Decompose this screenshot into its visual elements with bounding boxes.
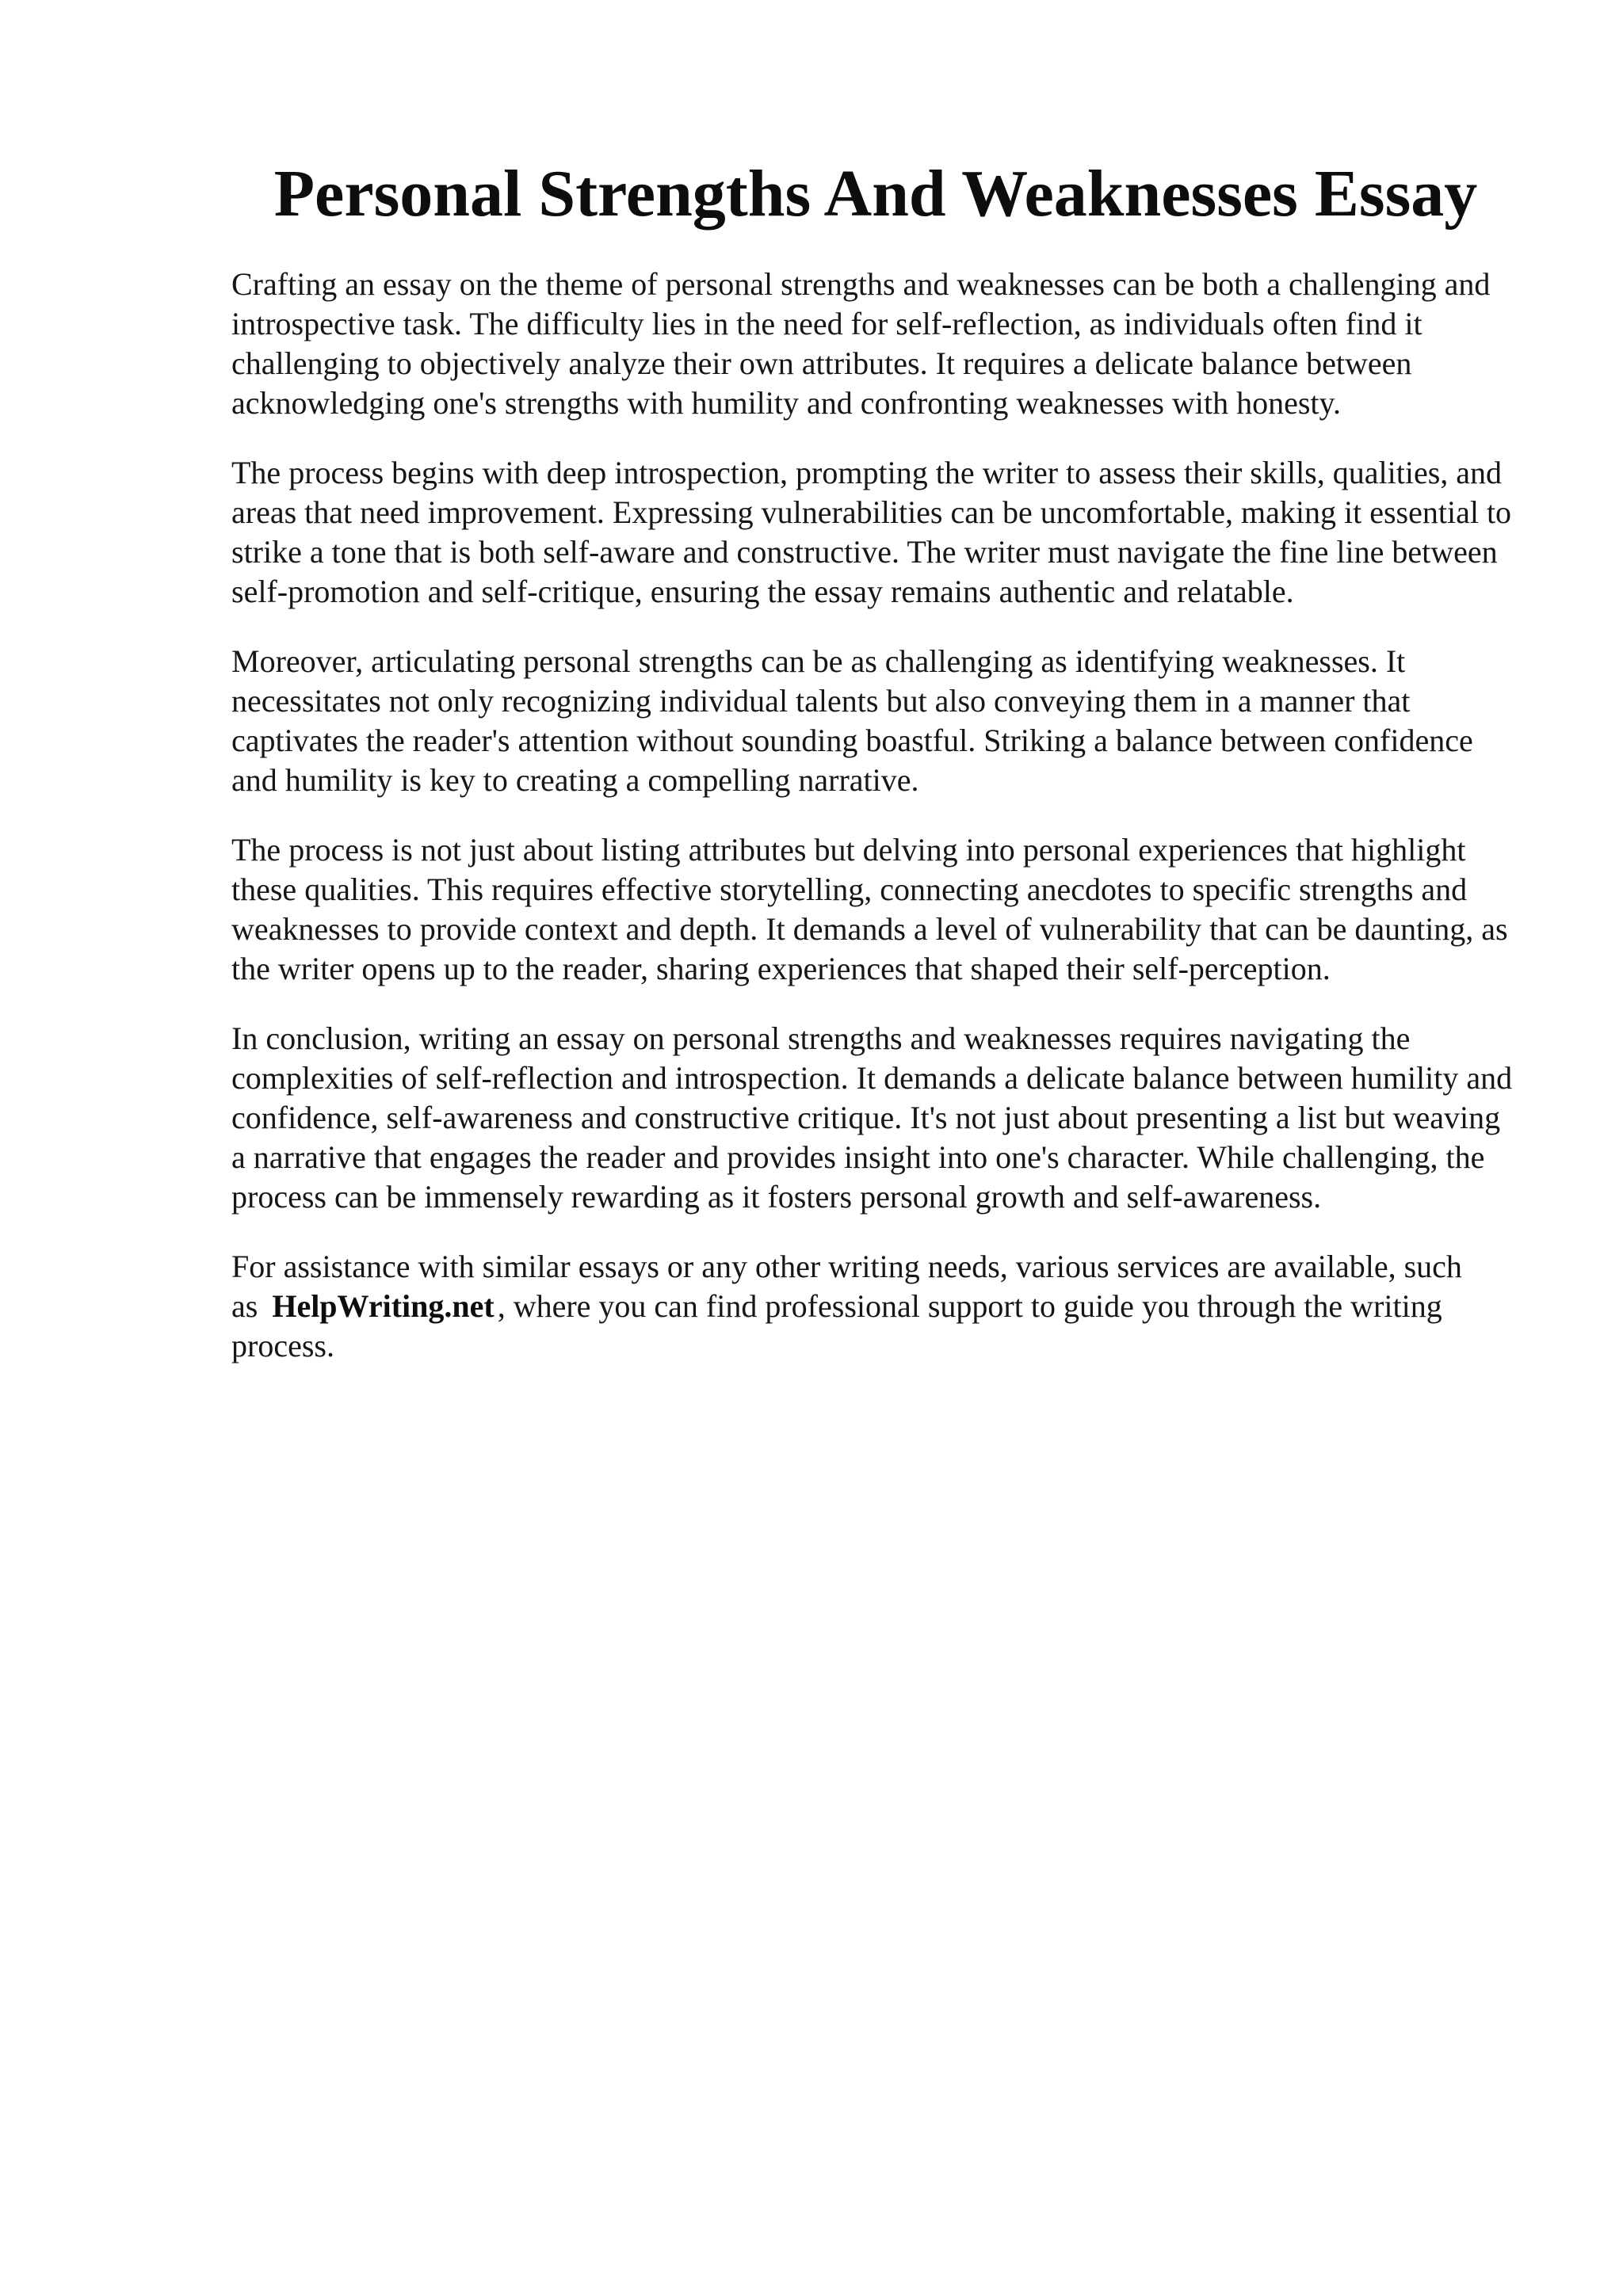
body-paragraph-3: Moreover, articulating personal strengths can be as challenging as identifying weaknesses. It necessitates not only recognizing individual talents but also conveying them in a manner that captivates the reader's attention without sounding boastful. Striking a balance between confidence and humility is key to creating a compelling narrative. — [231, 643, 1473, 798]
helpwriting-link[interactable]: HelpWriting.net — [272, 1288, 495, 1324]
body-paragraph-1: Crafting an essay on the theme of personal strengths and weaknesses can be both a challenging and introspective task. The difficulty lies in the need for self-reflection, as individuals often find it challenging to objectively analyze their own attributes. It requires a delicate balance between acknowledging one's strengths with humility and confronting weaknesses with honesty. — [231, 266, 1491, 421]
document-title: Personal Strengths And Weaknesses Essay — [273, 157, 1478, 231]
closing-paragraph — [231, 1247, 1515, 1366]
body-paragraph-5: In conclusion, writing an essay on personal strengths and weaknesses requires navigating the complexities of self-reflection and introspection. It demands a delicate balance between humility and confidence, self-awareness and constructive critique. It's not just about presenting a list but weaving a narrative that engages the reader and provides insight into one's character. While challenging, the process can be immensely rewarding as it fosters personal growth and self-awareness. — [231, 1020, 1513, 1215]
closing-text-after: , where you can find professional support to guide you through the writing process. — [231, 1288, 1442, 1363]
body-paragraph-4: The process is not just about listing attributes but delving into personal experiences that highlight these qualities. This requires effective storytelling, connecting anecdotes to specific strengths and weaknesses to provide context and depth. It demands a level of vulnerability that can be daunting, as the writer opens up to the reader, sharing experiences that shaped their self-perception. — [231, 832, 1508, 986]
closing-text-before: For assistance with similar essays or any other writing needs, various services are available, such as — [231, 1249, 1462, 1324]
document-body — [231, 265, 1515, 1396]
body-paragraph-2: The process begins with deep introspection, prompting the writer to assess their skills, qualities, and areas that need improvement. Expressing vulnerabilities can be uncomfortable, making it essential to strike a tone that is both self-aware and constructive. The writer must navigate the fine line between self-promotion and self-critique, ensuring the essay remains authentic and relatable. — [231, 455, 1512, 609]
